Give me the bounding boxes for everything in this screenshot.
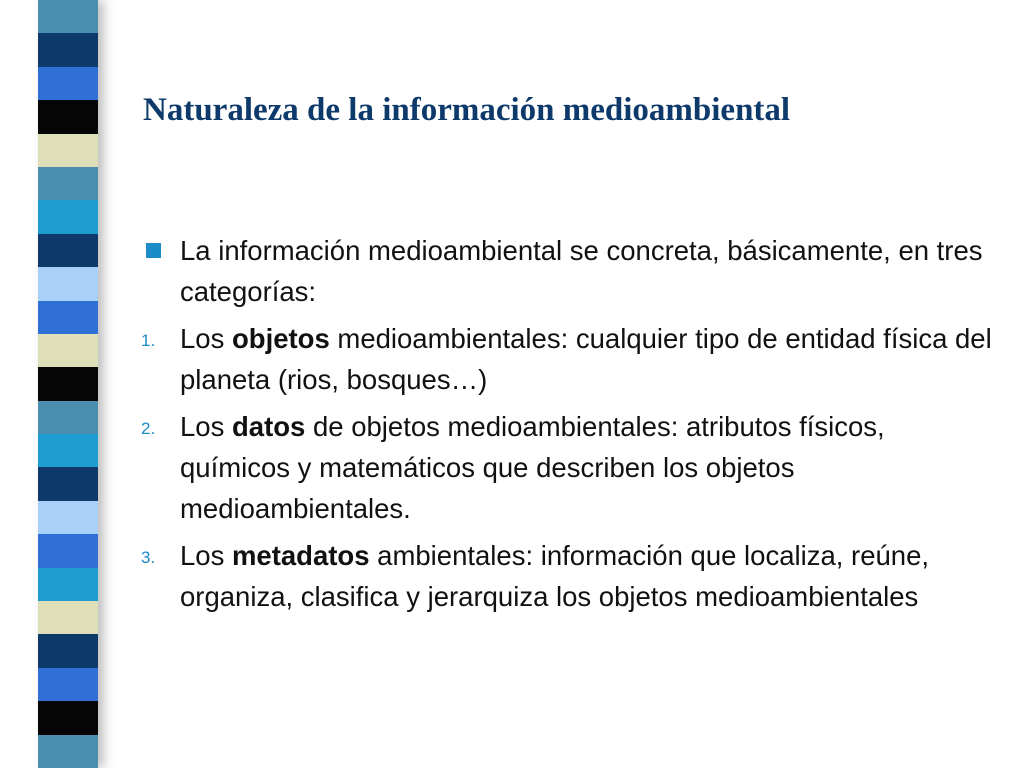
stripe-segment [38,434,98,468]
stripe-segment [38,134,98,168]
stripe-segment [38,467,98,501]
stripe-segment [38,0,98,34]
decorative-stripe-bar [38,0,98,768]
list-item-lead: Los [180,323,232,354]
stripe-segment [38,167,98,201]
stripe-segment [38,234,98,268]
slide-title: Naturaleza de la información medioambiental [143,92,791,128]
list-item-lead: Los [180,540,232,571]
stripe-segment [38,200,98,234]
stripe-segment [38,67,98,101]
stripe-segment [38,334,98,368]
stripe-segment [38,367,98,401]
list-number: 3. [141,548,156,567]
slide-body [140,230,1000,623]
intro-text: La información medioambiental se concreta, básicamente, en tres categorías: [180,235,983,307]
stripe-segment [38,33,98,67]
stripe-segment [38,735,98,768]
list-item-keyword: datos [231,411,306,442]
stripe-segment [38,301,98,335]
stripe-segment [38,601,98,635]
list-item-2 [140,406,1000,529]
stripe-segment [38,267,98,301]
stripe-segment [38,634,98,668]
list-item-1 [140,318,1000,400]
stripe-segment [38,401,98,435]
stripe-segment [38,534,98,568]
stripe-segment [38,568,98,602]
list-item-text: ambientales: información que localiza, reúne, organiza, clasifica y jerarquiza los objetos medioambientales [180,540,930,612]
list-item-keyword: objetos [231,323,330,354]
list-item-keyword: metadatos [231,540,370,571]
stripe-segment [38,100,98,134]
list-item-text: medioambientales: cualquier tipo de entidad física del planeta (rios, bosques…) [180,323,992,395]
square-bullet-icon [146,243,161,258]
list-item-3 [140,535,1000,617]
stripe-segment [38,701,98,735]
list-number: 1. [141,331,156,350]
list-item-text: de objetos medioambientales: atributos físicos, químicos y matemáticos que describen los objetos medioambientales. [180,411,885,524]
list-item-lead: Los [180,411,232,442]
stripe-segment [38,501,98,535]
bullet-intro [140,230,1000,312]
list-number: 2. [141,419,156,438]
stripe-segment [38,668,98,702]
